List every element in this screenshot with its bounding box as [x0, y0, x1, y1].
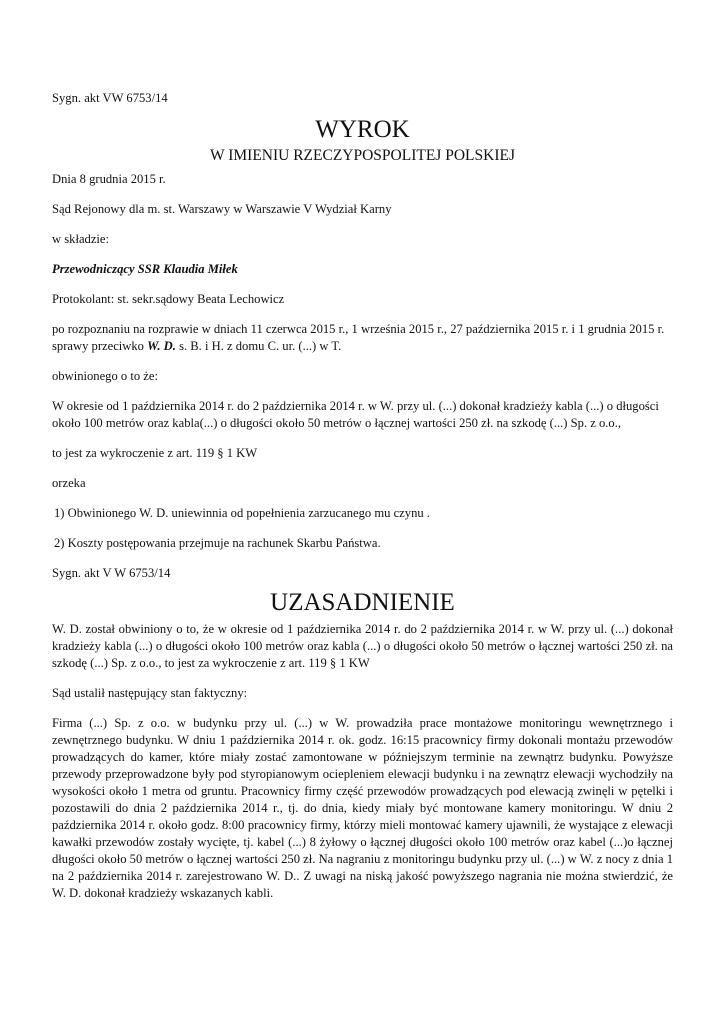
offense-line: to jest za wykroczenie z art. 119 § 1 KW	[52, 446, 258, 460]
hearing-text-pre: po rozpoznaniu na rozprawie w dniach 11 czerwca 2015 r., 1 września 2015 r., 27 października 2015 r. i 1 grudnia 2015 r. sprawy przeciwko	[52, 322, 665, 353]
facts-intro: Sąd ustalił następujący stan faktyczny:	[52, 686, 248, 700]
ruling-word: orzeka	[52, 476, 86, 490]
accused-of-label: obwinionego o to że:	[52, 369, 158, 383]
ruling-item: 1) Obwinionego W. D. uniewinnia od popełnienia zarzucanego mu czynu .	[54, 506, 430, 520]
judgment-title: WYROK	[315, 116, 410, 143]
accused-name: W. D.	[147, 339, 176, 353]
court-clerk: Protokolant: st. sekr.sądowy Beata Lechowicz	[52, 292, 285, 306]
ruling-item: 2) Koszty postępowania przejmuje na rachunek Skarbu Państwa.	[54, 536, 381, 550]
facts-paragraph: Firma (...) Sp. z o.o. w budynku przy ul. (...) w W. prowadziła prace montażowe monitoringu wewnętrznego i zewnętrznego budynku. W dniu 1 października 2014 r. ok. godz. 16:15 pracownicy firmy dokonali montażu przewodów prowadzących do kamer, które miały zostać zamontowane w późniejszym terminie na zewnątrz budynku. Powyższe przewody przeprowadzone były pod styropianowym ociepleniem elewacji budynku i na zewnątrz elewacji wychodziły na wysokości około 1 metra od gruntu. Pracownicy firmy część przewodów prowadzących pod elewacją zwinęli w pętelki i pozostawili do dnia 2 października 2014 r., tj. do dnia, kiedy miały być montowane kamery monitoringu. W dniu 2 października 2014 r. około godz. 8:00 pracownicy firmy, którzy mieli montować kamery ujawnili, że wystające z elewacji kawałki przewodów zostały wycięte, tj. kabel (...) 8 żyłowy o łącznej długości około 100 metrów oraz kabel (...)o łącznej długości około 50 metrów o łącznej wartości 250 zł. Na nagraniu z monitoringu budynku przy ul. (...) w W. z nocy z dnia 1 na 2 października 2014 r. zarejestrowano W. D.. Z uwagi na niską jakość powyższego nagrania nie można stwierdzić, że W. D. dokonał kradzieży wskazanych kabli.	[52, 716, 673, 900]
case-signature-top: Sygn. akt VW 6753/14	[52, 91, 168, 105]
judgment-subtitle: W IMIENIU RZECZYPOSPOLITEJ POLSKIEJ	[210, 147, 515, 164]
hearing-text-post: s. B. i H. z domu C. ur. (...) w T.	[175, 339, 342, 353]
case-signature-bottom: Sygn. akt V W 6753/14	[52, 566, 171, 580]
presiding-judge: Przewodniczący SSR Klaudia Miłek	[52, 262, 238, 276]
reasons-title: UZASADNIENIE	[270, 589, 455, 616]
court-name: Sąd Rejonowy dla m. st. Warszawy w Warszawie V Wydział Karny	[52, 202, 392, 216]
judgment-date: Dnia 8 grudnia 2015 r.	[52, 172, 166, 186]
composition-label: w składzie:	[52, 232, 110, 246]
reasons-paragraph: W. D. został obwiniony o to, że w okresie od 1 października 2014 r. do 2 października 2014 r. w W. przy ul. (...) dokonał kradzieży kabla (...) o długości około 100 metrów oraz kabla (...) o długości około 50 metrów o łącznej wartości 250 zł. na szkodę (...) Sp. z o.o., to jest za wykroczenie z art. 119 § 1 KW	[52, 622, 673, 670]
hearing-paragraph	[52, 321, 673, 355]
charge-paragraph: W okresie od 1 października 2014 r. do 2 października 2014 r. w W. przy ul. (...) dokonał kradzieży kabla (...) o długości około 100 metrów oraz kabla(...) o długości około 50 metrów o łącznej wartości 250 zł. na szkodę (...) Sp. z o.o.,	[52, 399, 659, 430]
